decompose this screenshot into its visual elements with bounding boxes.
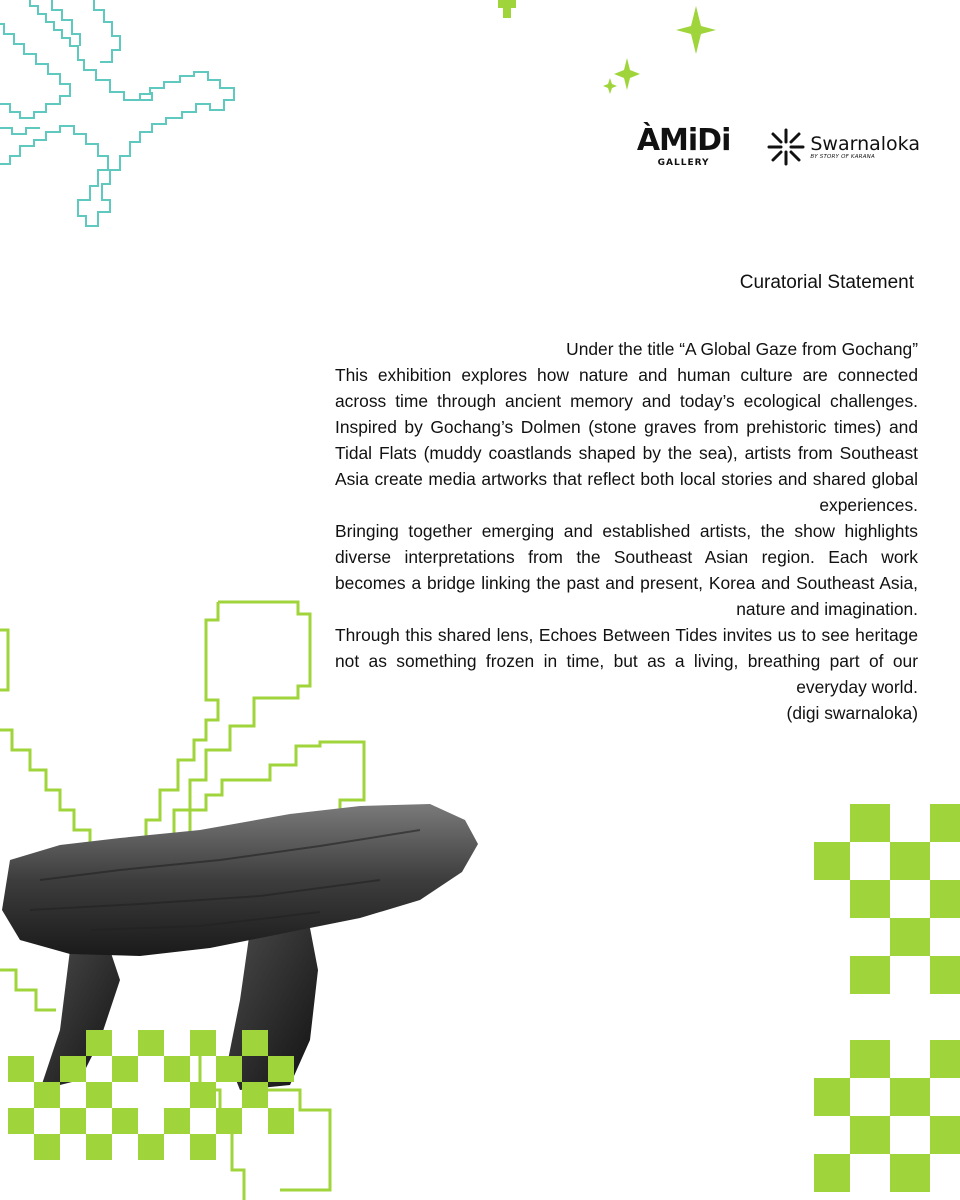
- teal-pixel-outline-decoration: [0, 0, 960, 240]
- statement-paragraph-3: Through this shared lens, Echoes Between Tides invites us to see heritage not as something frozen in time, but as a living, breathing part of our everyday world.: [335, 625, 918, 697]
- partner-logos: [636, 123, 920, 168]
- swarnaloka-logo-name: Swarnaloka: [810, 133, 920, 155]
- curatorial-statement-body: [335, 336, 918, 726]
- statement-signature: (digi swarnaloka): [786, 703, 918, 723]
- statement-paragraph-1: This exhibition explores how nature and human culture are connected across time through ancient memory and today’s ecological challenges. Inspired by Gochang’s Dolmen (stone graves from prehistoric times) and Tidal Flats (muddy coastlands shaped by the sea), artists from Southeast Asia create media artworks that reflect both local stories and shared global experiences.: [335, 365, 918, 515]
- swarnaloka-starburst-icon: [766, 127, 806, 167]
- statement-lead: Under the title “A Global Gaze from Gochang”: [566, 339, 918, 359]
- swarnaloka-logo-subtitle: BY STORY OF KARANA: [810, 154, 875, 160]
- amidi-logo-name: ÀMiDi: [636, 123, 731, 158]
- lime-checker-decoration-left: [0, 1030, 300, 1200]
- statement-paragraph-2: Bringing together emerging and established artists, the show highlights diverse interpretations from the Southeast Asian region. Each work becomes a bridge linking the past and present, Korea and Southeast Asia, nature and imagination.: [335, 521, 918, 619]
- swarnaloka-logo: [766, 127, 920, 167]
- lime-checker-decoration-right: [810, 800, 960, 1200]
- amidi-logo-subtitle: GALLERY: [657, 158, 710, 168]
- amidi-gallery-logo: [636, 123, 731, 168]
- section-title: Curatorial Statement: [739, 272, 914, 293]
